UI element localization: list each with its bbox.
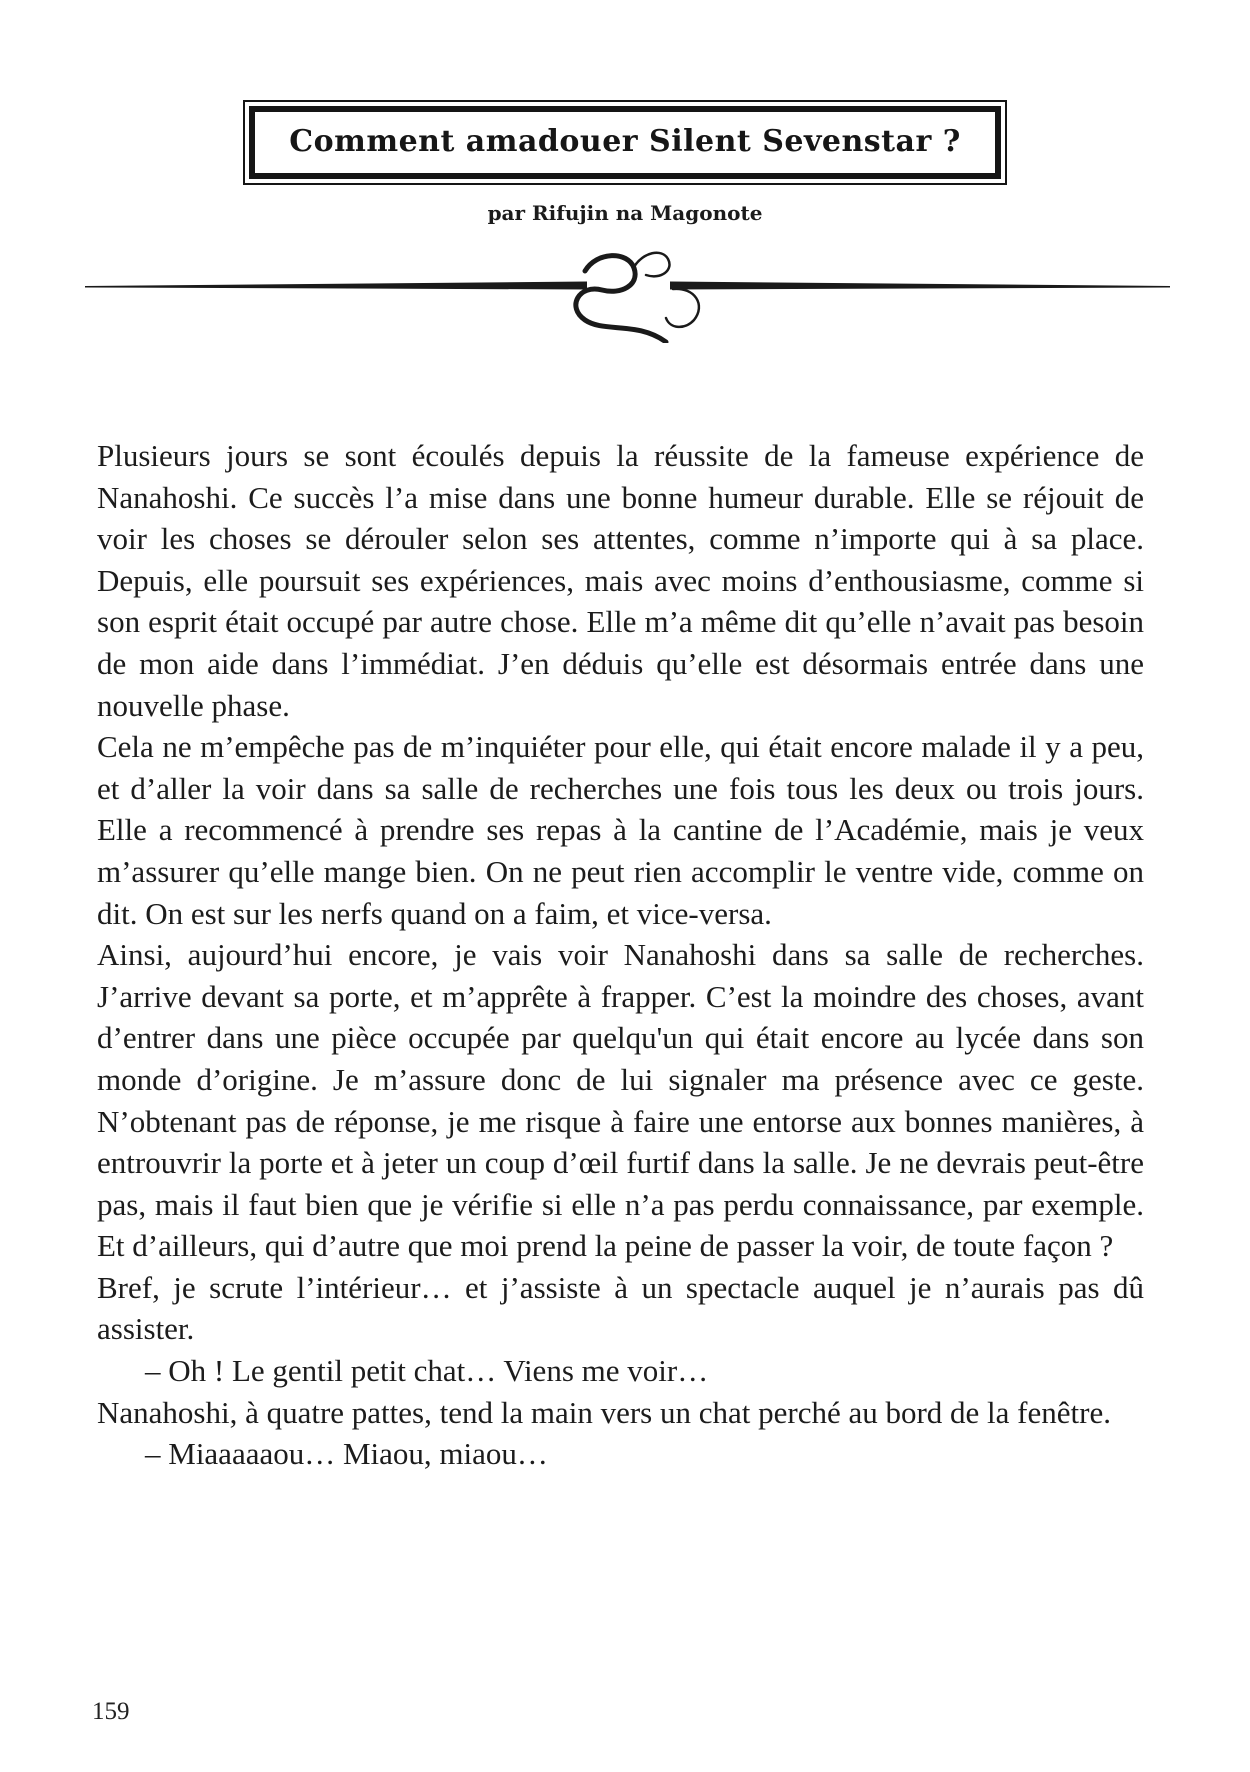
- paragraph: Cela ne m’empêche pas de m’inquiéter pour elle, qui était encore malade il y a peu, et d’aller la voir dans sa salle de recherches une fois tous les deux ou trois jours. Elle a recommencé à prendre ses repas à la cantine de l’Académie, mais je veux m’assurer qu’elle mange bien. On ne peut rien accomplir le ventre vide, comme on dit. On est sur les nerfs quand on a faim, et vice-versa.: [97, 729, 1144, 931]
- chapter-title-box-inner: [249, 106, 1001, 179]
- dialogue-paragraph: – Miaaaaaou… Miaou, miaou…: [145, 1436, 548, 1472]
- divider-flourish: [576, 253, 699, 342]
- byline: par Rifujin na Magonote: [487, 201, 763, 225]
- flourish-icon: [85, 247, 1170, 343]
- divider-right-rule: [670, 282, 1170, 290]
- section-divider: [85, 247, 1170, 343]
- paragraph: Bref, je scrute l’intérieur… et j’assiste à un spectacle auquel je n’aurais pas dû assister.: [97, 1269, 1144, 1347]
- paragraph: Nanahoshi, à quatre pattes, tend la main vers un chat perché au bord de la fenêtre.: [97, 1394, 1111, 1430]
- body-text: [0, 435, 1250, 1475]
- chapter-title-box: [243, 100, 1007, 185]
- paragraph: Ainsi, aujourd’hui encore, je vais voir Nanahoshi dans sa salle de recherches. J’arrive devant sa porte, et m’apprête à frapper. C’est la moindre des choses, avant d’entrer dans une pièce occupée par quelqu'un qui était encore au lycée dans son monde d’origine. Je m’assure donc de lui signaler ma présence avec ce geste. N’obtenant pas de réponse, je me risque à faire une entorse aux bonnes manières, à entrouvrir la porte et à jeter un coup d’œil furtif dans la salle. Je ne devrais peut-être pas, mais il faut bien que je vérifie si elle n’a pas perdu connaissance, par exemple. Et d’ailleurs, qui d’autre que moi prend la peine de passer la voir, de toute façon ?: [97, 937, 1144, 1264]
- divider-left-rule: [85, 282, 587, 290]
- chapter-title-section: [0, 0, 1250, 185]
- paragraph: Plusieurs jours se sont écoulés depuis la réussite de la fameuse expérience de Nanahoshi. Ce succès l’a mise dans une bonne humeur durable. Elle se réjouit de voir les choses se dérouler selon ses attentes, comme n’importe qui à sa place. Depuis, elle poursuit ses expériences, mais avec moins d’enthousiasme, comme si son esprit était occupé par autre chose. Elle m’a même dit qu’elle n’avait pas besoin de mon aide dans l’immédiat. J’en déduis qu’elle est désormais entrée dans une nouvelle phase.: [97, 438, 1144, 723]
- chapter-title: Comment amadouer Silent Sevenstar ?: [289, 124, 961, 159]
- page-number: 159: [92, 1698, 130, 1725]
- dialogue-paragraph: – Oh ! Le gentil petit chat… Viens me voir…: [145, 1353, 709, 1389]
